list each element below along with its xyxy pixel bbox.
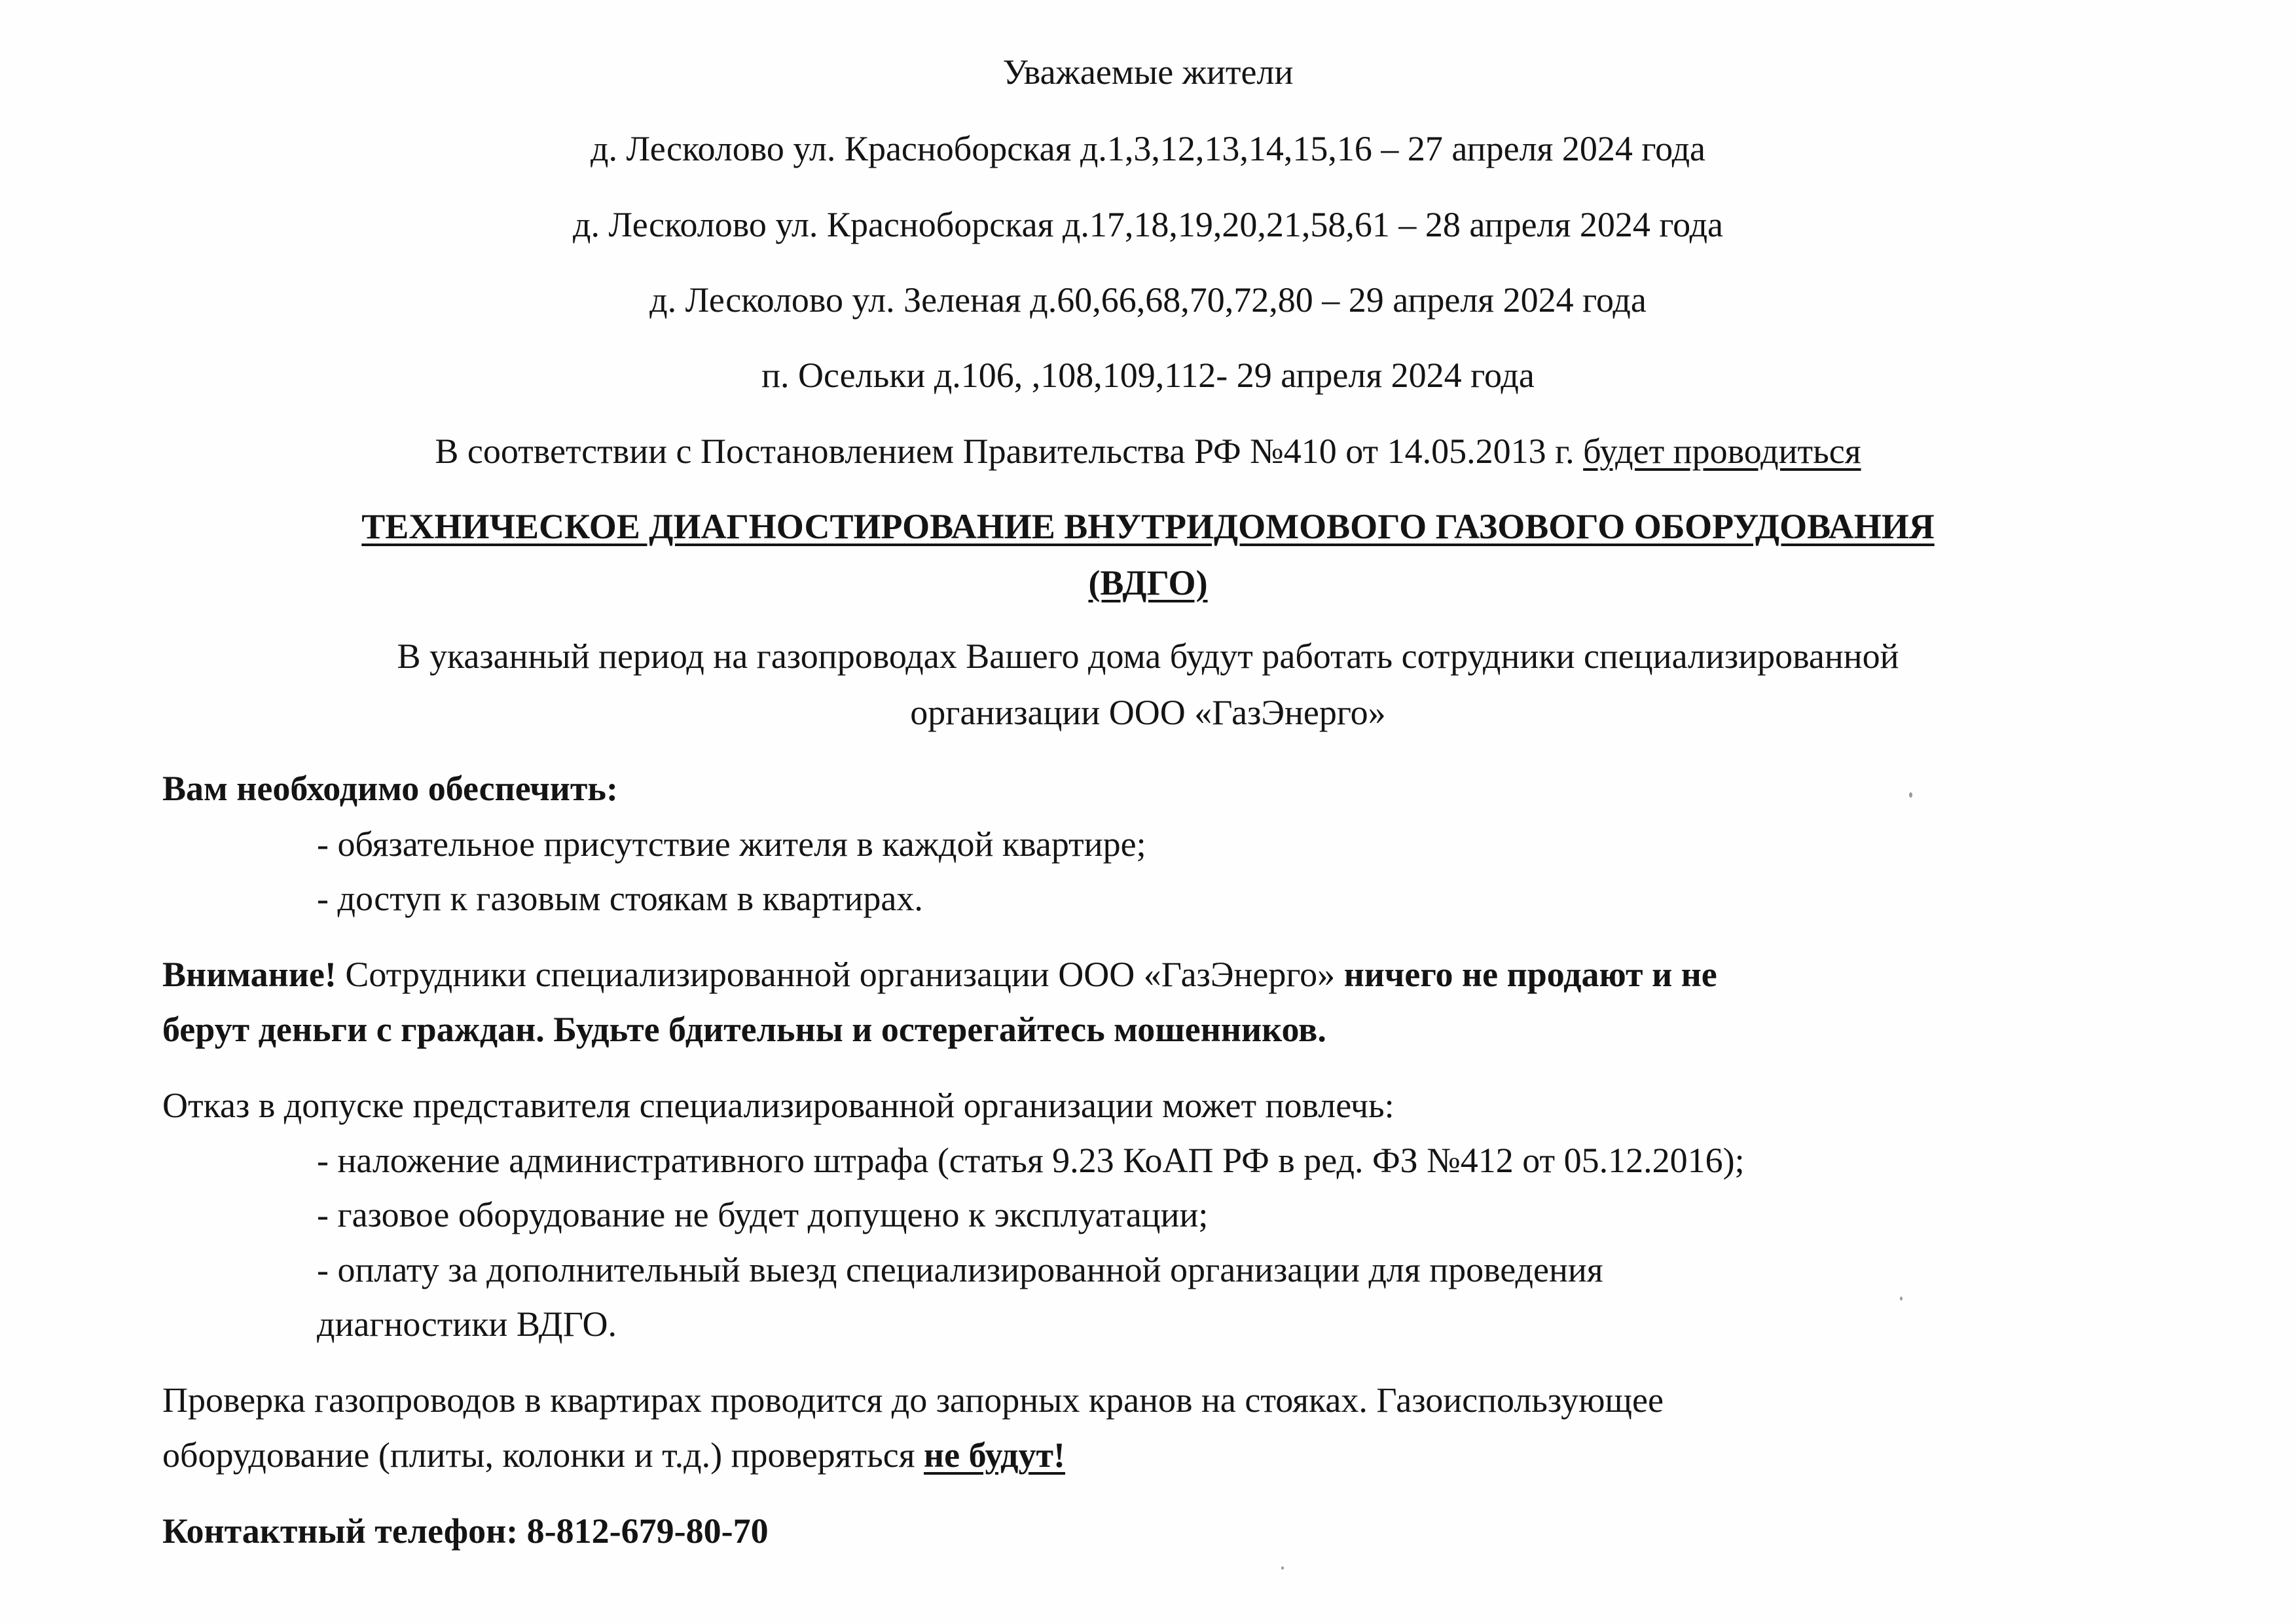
heading-line-1 — [0, 506, 2296, 549]
period-line-1: В указанный период на газопроводах Вашего дома будут работать сотрудники специализированной — [397, 637, 1899, 676]
refusal-item-1: - наложение административного штрафа (статья 9.23 КоАП РФ в ред. ФЗ №412 от 05.12.2016); — [317, 1141, 1745, 1180]
greeting: Уважаемые жители — [1002, 52, 1294, 92]
contact-phone: Контактный телефон: 8-812-679-80-70 — [162, 1511, 769, 1551]
warning-line-2: берут деньги с граждан. Будьте бдительны и остерегайтесь мошенников. — [162, 1010, 1326, 1049]
refusal-item-3: - оплату за дополнительный выезд специализированной организации для проведения — [317, 1250, 1603, 1289]
heading-abbrev: (ВДГО) — [1088, 563, 1208, 602]
heading-title: ТЕХНИЧЕСКОЕ ДИАГНОСТИРОВАНИЕ ВНУТРИДОМОВОГО ГАЗОВОГО ОБОРУДОВАНИЯ — [361, 507, 1935, 546]
address-line-3: д. Лесколово ул. Зеленая д.60,66,68,70,72,80 – 29 апреля 2024 года — [649, 280, 1647, 320]
refusal-item-3-cont: диагностики ВДГО. — [317, 1304, 617, 1344]
warning-bold-end: ничего не продают и не — [1343, 955, 1717, 994]
requirement-item-1: - обязательное присутствие жителя в каждой квартире; — [317, 824, 1146, 864]
address-line-4: п. Осельки д.106, ,108,109,112- 29 апреля 2024 года — [761, 356, 1535, 395]
heading-line-2 — [0, 562, 2296, 605]
period-line-2: организации ООО «ГазЭнерго» — [910, 693, 1386, 732]
refusal-intro: Отказ в допуске представителя специализированной организации может повлечь: — [162, 1086, 1394, 1125]
basis-underlined: будет проводиться — [1583, 432, 1861, 471]
requirements-title: Вам необходимо обеспечить: — [162, 769, 618, 808]
scan-speck — [1900, 1297, 1903, 1301]
scan-speck — [1281, 1566, 1284, 1570]
address-line-1: д. Лесколово ул. Красноборская д.1,3,12,13,14,15,16 – 27 апреля 2024 года — [590, 129, 1706, 168]
refusal-item-2: - газовое оборудование не будет допущено к эксплуатации; — [317, 1195, 1209, 1234]
check-emphasis: не будут! — [924, 1435, 1065, 1475]
check-text: оборудование (плиты, колонки и т.д.) проверяться — [162, 1435, 924, 1475]
warning-line-1 — [162, 953, 1717, 997]
scan-speck — [1909, 792, 1912, 798]
check-line-1: Проверка газопроводов в квартирах проводится до запорных кранов на стояках. Газоиспользующее — [162, 1380, 1664, 1420]
warning-text: Сотрудники специализированной организации ООО «ГазЭнерго» — [336, 955, 1344, 994]
basis-line — [0, 430, 2296, 473]
address-line-2: д. Лесколово ул. Красноборская д.17,18,19,20,21,58,61 – 28 апреля 2024 года — [572, 205, 1724, 244]
check-line-2 — [162, 1434, 1065, 1477]
basis-text: В соответствии с Постановлением Правительства РФ №410 от 14.05.2013 г. — [435, 432, 1584, 471]
requirement-item-2: - доступ к газовым стоякам в квартирах. — [317, 879, 923, 918]
warning-label: Внимание! — [162, 955, 337, 994]
